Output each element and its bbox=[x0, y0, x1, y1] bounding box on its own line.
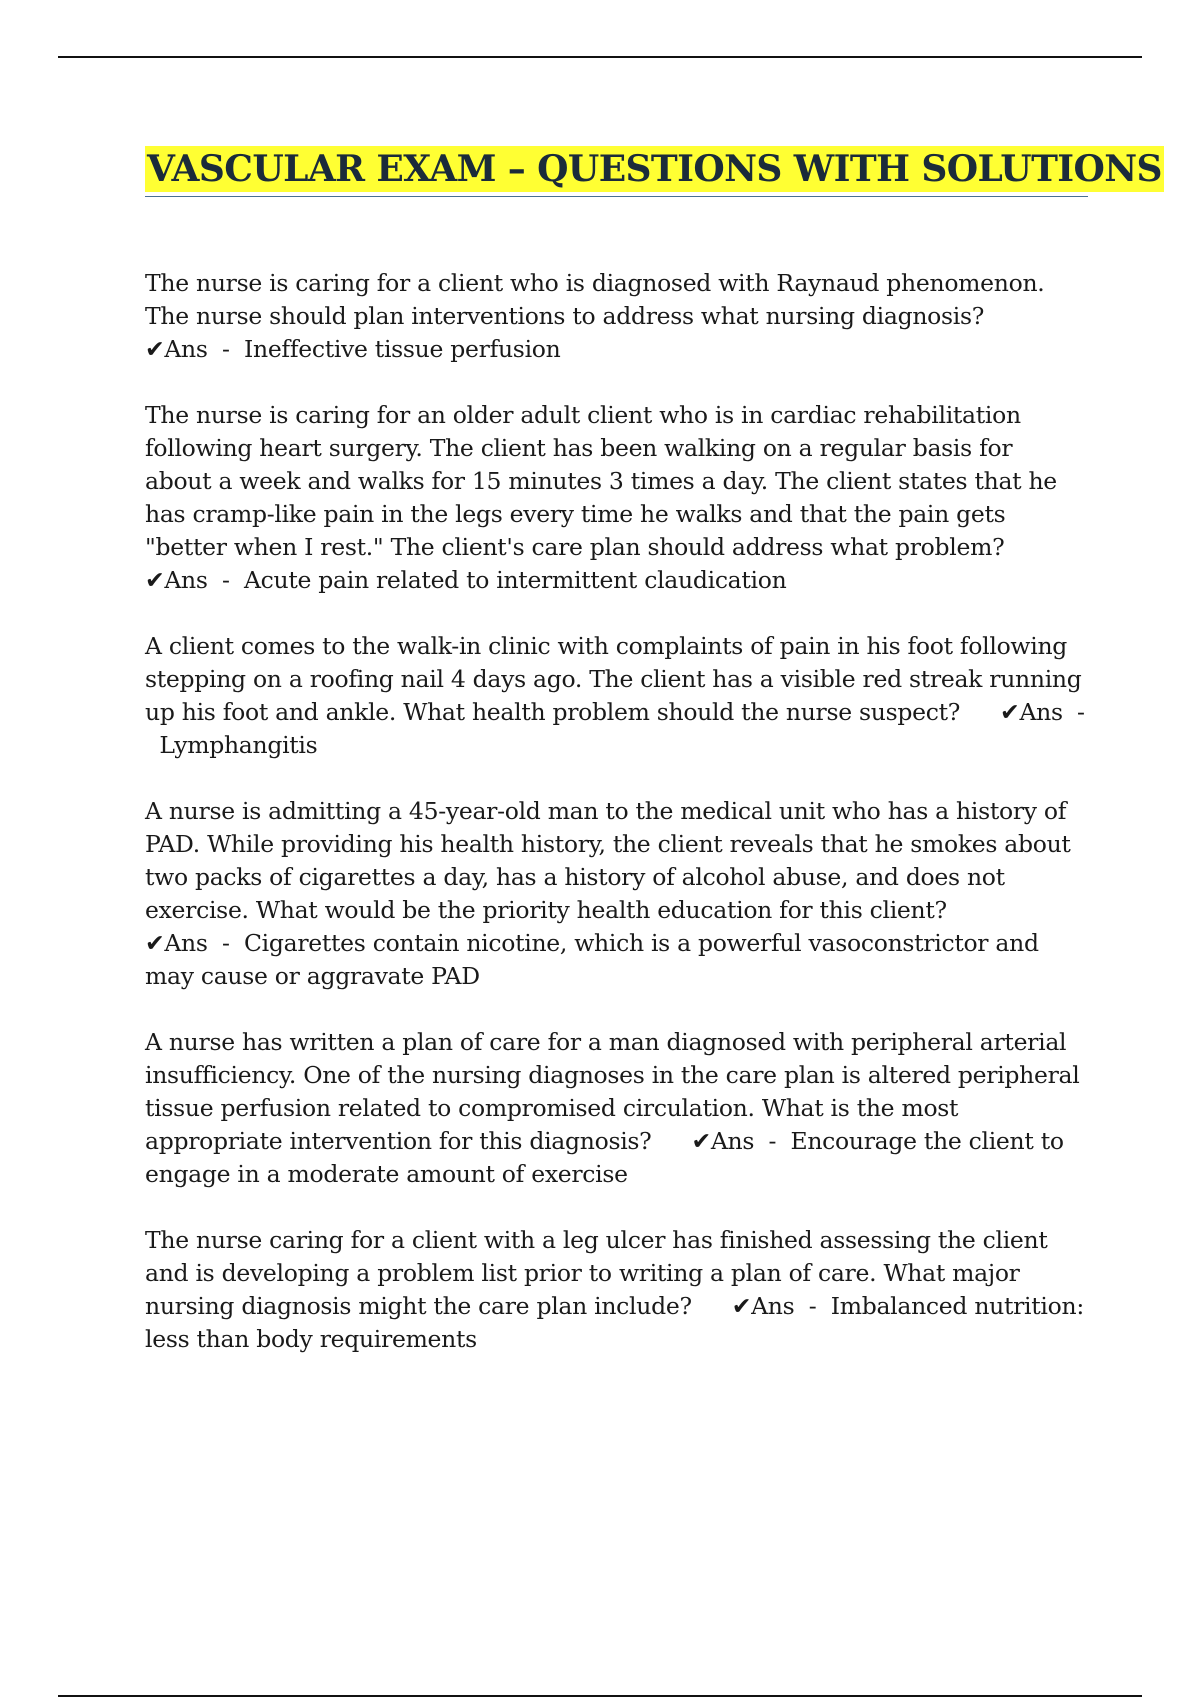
answer-text: Cigarettes contain nicotine, which is a powerful vasoconstrictor and may cause or aggravate PAD bbox=[145, 929, 1039, 990]
answer-text: Acute pain related to intermittent claudication bbox=[244, 566, 787, 594]
qa-item-5: A nurse has written a plan of care for a man diagnosed with peripheral arterial insufficiency. One of the nursing diagnoses in the care plan is altered peripheral tissue perfusion related to compromised circulation. What is the most appropriate intervention for this diagnosis? ✔Ans - Encourage the client to engage in a moderate amount of exercise bbox=[145, 1028, 1080, 1188]
check-mark-icon: ✔ bbox=[145, 335, 165, 363]
answer-prefix: Ans bbox=[164, 929, 208, 957]
qa-item-2 bbox=[145, 399, 1085, 597]
answer-prefix: Ans bbox=[751, 1292, 795, 1320]
check-mark-icon: ✔ bbox=[691, 1127, 711, 1155]
check-mark-icon: ✔ bbox=[145, 566, 165, 594]
answer-prefix: Ans bbox=[710, 1127, 755, 1155]
question-text: A client comes to the walk-in clinic with complaints of pain in his foot following stepping on a roofing nail 4 days ago. The client has a visible red streak running up his foot and ankle. What health problem should the nurse suspect? bbox=[145, 632, 1082, 726]
answer-line: ✔Ans - Ineffective tissue perfusion bbox=[145, 335, 561, 363]
bottom-rule bbox=[58, 1695, 1142, 1697]
answer-text: Encourage the client to engage in a moderate amount of exercise bbox=[145, 1127, 1064, 1188]
question-text: The nurse caring for a client with a leg ulcer has finished assessing the client and is developing a problem list prior to writing a plan of care. What major nursing diagnosis might the care plan include? bbox=[145, 1226, 1048, 1320]
qa-list bbox=[145, 267, 1085, 1389]
question-text: The nurse is caring for a client who is diagnosed with Raynaud phenomenon. The nurse should plan interventions to address what nursing diagnosis? bbox=[145, 269, 1045, 330]
page-title: VASCULAR EXAM – QUESTIONS WITH SOLUTIONS bbox=[147, 148, 1162, 190]
title-block bbox=[145, 146, 1162, 197]
answer-line: ✔Ans - Acute pain related to intermittent claudication bbox=[145, 566, 787, 594]
answer-text: Lymphangitis bbox=[159, 731, 318, 759]
answer-line: ✔Ans - Cigarettes contain nicotine, which is a powerful vasoconstrictor and may cause or aggravate PAD bbox=[145, 929, 1039, 990]
answer-text: Ineffective tissue perfusion bbox=[244, 335, 561, 363]
check-mark-icon: ✔ bbox=[145, 929, 165, 957]
top-rule bbox=[58, 56, 1142, 58]
qa-item-3: A client comes to the walk-in clinic with complaints of pain in his foot following stepping on a roofing nail 4 days ago. The client has a visible red streak running up his foot and ankle. What health problem should the nurse suspect? ✔Ans - Lymphangitis bbox=[145, 632, 1085, 759]
qa-item-1 bbox=[145, 267, 1085, 366]
check-mark-icon: ✔ bbox=[1000, 698, 1020, 726]
question-text: A nurse has written a plan of care for a man diagnosed with peripheral arterial insufficiency. One of the nursing diagnoses in the care plan is altered peripheral tissue perfusion related to compromised circulation. What is the most appropriate intervention for this diagnosis? bbox=[145, 1028, 1080, 1155]
question-text: The nurse is caring for an older adult client who is in cardiac rehabilitation following heart surgery. The client has been walking on a regular basis for about a week and walks for 15 minutes 3 times a day. The client states that he has cramp-like pain in the legs every time he walks and that the pain gets "better when I rest." The client's care plan should address what problem? bbox=[145, 401, 1057, 561]
answer-prefix: Ans bbox=[164, 566, 208, 594]
answer-prefix: Ans bbox=[1019, 698, 1063, 726]
answer-text: Imbalanced nutrition: less than body requirements bbox=[145, 1292, 1084, 1353]
qa-item-6: The nurse caring for a client with a leg ulcer has finished assessing the client and is developing a problem list prior to writing a plan of care. What major nursing diagnosis might the care plan include? ✔Ans - Imbalanced nutrition: less than body requirements bbox=[145, 1226, 1084, 1353]
qa-item-4 bbox=[145, 795, 1085, 993]
question-text: A nurse is admitting a 45-year-old man to the medical unit who has a history of PAD. While providing his health history, the client reveals that he smokes about two packs of cigarettes a day, has a history of alcohol abuse, and does not exercise. What would be the priority health education for this client? bbox=[145, 797, 1071, 924]
answer-prefix: Ans bbox=[164, 335, 208, 363]
check-mark-icon: ✔ bbox=[731, 1292, 752, 1320]
